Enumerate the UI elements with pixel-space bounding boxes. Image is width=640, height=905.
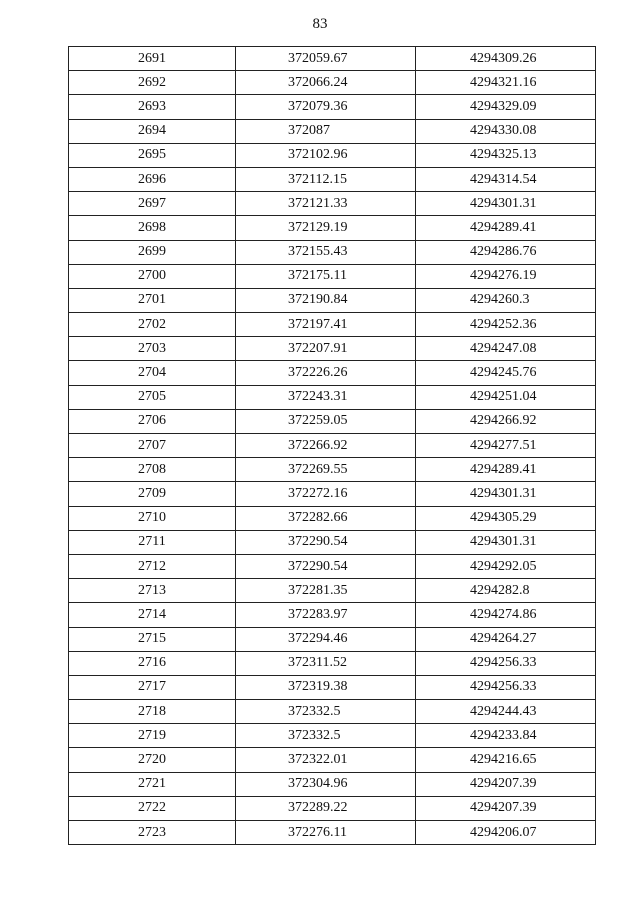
y-coordinate-cell: 4294233.84	[416, 724, 596, 748]
point-number-cell: 2722	[69, 796, 236, 820]
point-number-cell: 2710	[69, 506, 236, 530]
x-coordinate-cell: 372311.52	[236, 651, 416, 675]
table-row	[69, 192, 596, 216]
table-row	[69, 240, 596, 264]
x-coordinate-cell: 372102.96	[236, 143, 416, 167]
y-coordinate-cell: 4294329.09	[416, 95, 596, 119]
y-coordinate-cell: 4294207.39	[416, 796, 596, 820]
y-coordinate-cell: 4294289.41	[416, 216, 596, 240]
y-coordinate-cell: 4294301.31	[416, 482, 596, 506]
point-number-cell: 2697	[69, 192, 236, 216]
y-coordinate-cell: 4294289.41	[416, 458, 596, 482]
table-row	[69, 772, 596, 796]
point-number-cell: 2691	[69, 47, 236, 71]
x-coordinate-cell: 372290.54	[236, 554, 416, 578]
y-coordinate-cell: 4294321.16	[416, 71, 596, 95]
table-row	[69, 313, 596, 337]
x-coordinate-cell: 372155.43	[236, 240, 416, 264]
point-number-cell: 2720	[69, 748, 236, 772]
x-coordinate-cell: 372197.41	[236, 313, 416, 337]
x-coordinate-cell: 372129.19	[236, 216, 416, 240]
table-row	[69, 337, 596, 361]
x-coordinate-cell: 372294.46	[236, 627, 416, 651]
point-number-cell: 2705	[69, 385, 236, 409]
point-number-cell: 2696	[69, 167, 236, 191]
point-number-cell: 2703	[69, 337, 236, 361]
point-number-cell: 2700	[69, 264, 236, 288]
table-row	[69, 748, 596, 772]
coordinates-table	[68, 46, 596, 845]
point-number-cell: 2716	[69, 651, 236, 675]
table-row	[69, 409, 596, 433]
x-coordinate-cell: 372207.91	[236, 337, 416, 361]
point-number-cell: 2706	[69, 409, 236, 433]
table-row	[69, 119, 596, 143]
table-row	[69, 434, 596, 458]
y-coordinate-cell: 4294301.31	[416, 192, 596, 216]
x-coordinate-cell: 372322.01	[236, 748, 416, 772]
table-row	[69, 627, 596, 651]
x-coordinate-cell: 372282.66	[236, 506, 416, 530]
x-coordinate-cell: 372059.67	[236, 47, 416, 71]
x-coordinate-cell: 372289.22	[236, 796, 416, 820]
y-coordinate-cell: 4294245.76	[416, 361, 596, 385]
point-number-cell: 2704	[69, 361, 236, 385]
y-coordinate-cell: 4294301.31	[416, 530, 596, 554]
point-number-cell: 2711	[69, 530, 236, 554]
point-number-cell: 2718	[69, 700, 236, 724]
point-number-cell: 2702	[69, 313, 236, 337]
x-coordinate-cell: 372243.31	[236, 385, 416, 409]
table-row	[69, 554, 596, 578]
x-coordinate-cell: 372079.36	[236, 95, 416, 119]
y-coordinate-cell: 4294292.05	[416, 554, 596, 578]
coordinates-table-body	[69, 47, 596, 845]
x-coordinate-cell: 372190.84	[236, 288, 416, 312]
x-coordinate-cell: 372121.33	[236, 192, 416, 216]
y-coordinate-cell: 4294252.36	[416, 313, 596, 337]
x-coordinate-cell: 372269.55	[236, 458, 416, 482]
y-coordinate-cell: 4294256.33	[416, 651, 596, 675]
point-number-cell: 2694	[69, 119, 236, 143]
point-number-cell: 2721	[69, 772, 236, 796]
y-coordinate-cell: 4294282.8	[416, 579, 596, 603]
table-row	[69, 603, 596, 627]
x-coordinate-cell: 372332.5	[236, 724, 416, 748]
table-row	[69, 385, 596, 409]
y-coordinate-cell: 4294314.54	[416, 167, 596, 191]
y-coordinate-cell: 4294325.13	[416, 143, 596, 167]
x-coordinate-cell: 372266.92	[236, 434, 416, 458]
x-coordinate-cell: 372290.54	[236, 530, 416, 554]
x-coordinate-cell: 372175.11	[236, 264, 416, 288]
point-number-cell: 2715	[69, 627, 236, 651]
table-row	[69, 482, 596, 506]
y-coordinate-cell: 4294244.43	[416, 700, 596, 724]
point-number-cell: 2695	[69, 143, 236, 167]
table-row	[69, 95, 596, 119]
point-number-cell: 2714	[69, 603, 236, 627]
y-coordinate-cell: 4294266.92	[416, 409, 596, 433]
x-coordinate-cell: 372066.24	[236, 71, 416, 95]
table-row	[69, 821, 596, 845]
x-coordinate-cell: 372281.35	[236, 579, 416, 603]
point-number-cell: 2707	[69, 434, 236, 458]
point-number-cell: 2693	[69, 95, 236, 119]
y-coordinate-cell: 4294207.39	[416, 772, 596, 796]
table-row	[69, 264, 596, 288]
table-row	[69, 216, 596, 240]
point-number-cell: 2698	[69, 216, 236, 240]
table-row	[69, 143, 596, 167]
y-coordinate-cell: 4294274.86	[416, 603, 596, 627]
point-number-cell: 2717	[69, 675, 236, 699]
x-coordinate-cell: 372226.26	[236, 361, 416, 385]
point-number-cell: 2709	[69, 482, 236, 506]
y-coordinate-cell: 4294330.08	[416, 119, 596, 143]
point-number-cell: 2712	[69, 554, 236, 578]
x-coordinate-cell: 372332.5	[236, 700, 416, 724]
y-coordinate-cell: 4294256.33	[416, 675, 596, 699]
point-number-cell: 2723	[69, 821, 236, 845]
table-row	[69, 651, 596, 675]
y-coordinate-cell: 4294260.3	[416, 288, 596, 312]
table-row	[69, 530, 596, 554]
table-row	[69, 167, 596, 191]
x-coordinate-cell: 372087	[236, 119, 416, 143]
y-coordinate-cell: 4294277.51	[416, 434, 596, 458]
x-coordinate-cell: 372304.96	[236, 772, 416, 796]
y-coordinate-cell: 4294206.07	[416, 821, 596, 845]
y-coordinate-cell: 4294305.29	[416, 506, 596, 530]
x-coordinate-cell: 372259.05	[236, 409, 416, 433]
y-coordinate-cell: 4294309.26	[416, 47, 596, 71]
y-coordinate-cell: 4294251.04	[416, 385, 596, 409]
table-row	[69, 458, 596, 482]
x-coordinate-cell: 372276.11	[236, 821, 416, 845]
point-number-cell: 2719	[69, 724, 236, 748]
y-coordinate-cell: 4294276.19	[416, 264, 596, 288]
table-row	[69, 675, 596, 699]
point-number-cell: 2713	[69, 579, 236, 603]
table-row	[69, 361, 596, 385]
x-coordinate-cell: 372283.97	[236, 603, 416, 627]
y-coordinate-cell: 4294247.08	[416, 337, 596, 361]
table-row	[69, 71, 596, 95]
point-number-cell: 2692	[69, 71, 236, 95]
x-coordinate-cell: 372272.16	[236, 482, 416, 506]
point-number-cell: 2708	[69, 458, 236, 482]
table-row	[69, 579, 596, 603]
y-coordinate-cell: 4294286.76	[416, 240, 596, 264]
table-row	[69, 47, 596, 71]
table-row	[69, 724, 596, 748]
table-row	[69, 796, 596, 820]
point-number-cell: 2699	[69, 240, 236, 264]
point-number-cell: 2701	[69, 288, 236, 312]
page-number: 83	[312, 16, 328, 32]
x-coordinate-cell: 372112.15	[236, 167, 416, 191]
y-coordinate-cell: 4294264.27	[416, 627, 596, 651]
table-row	[69, 288, 596, 312]
table-row	[69, 506, 596, 530]
y-coordinate-cell: 4294216.65	[416, 748, 596, 772]
x-coordinate-cell: 372319.38	[236, 675, 416, 699]
table-row	[69, 700, 596, 724]
